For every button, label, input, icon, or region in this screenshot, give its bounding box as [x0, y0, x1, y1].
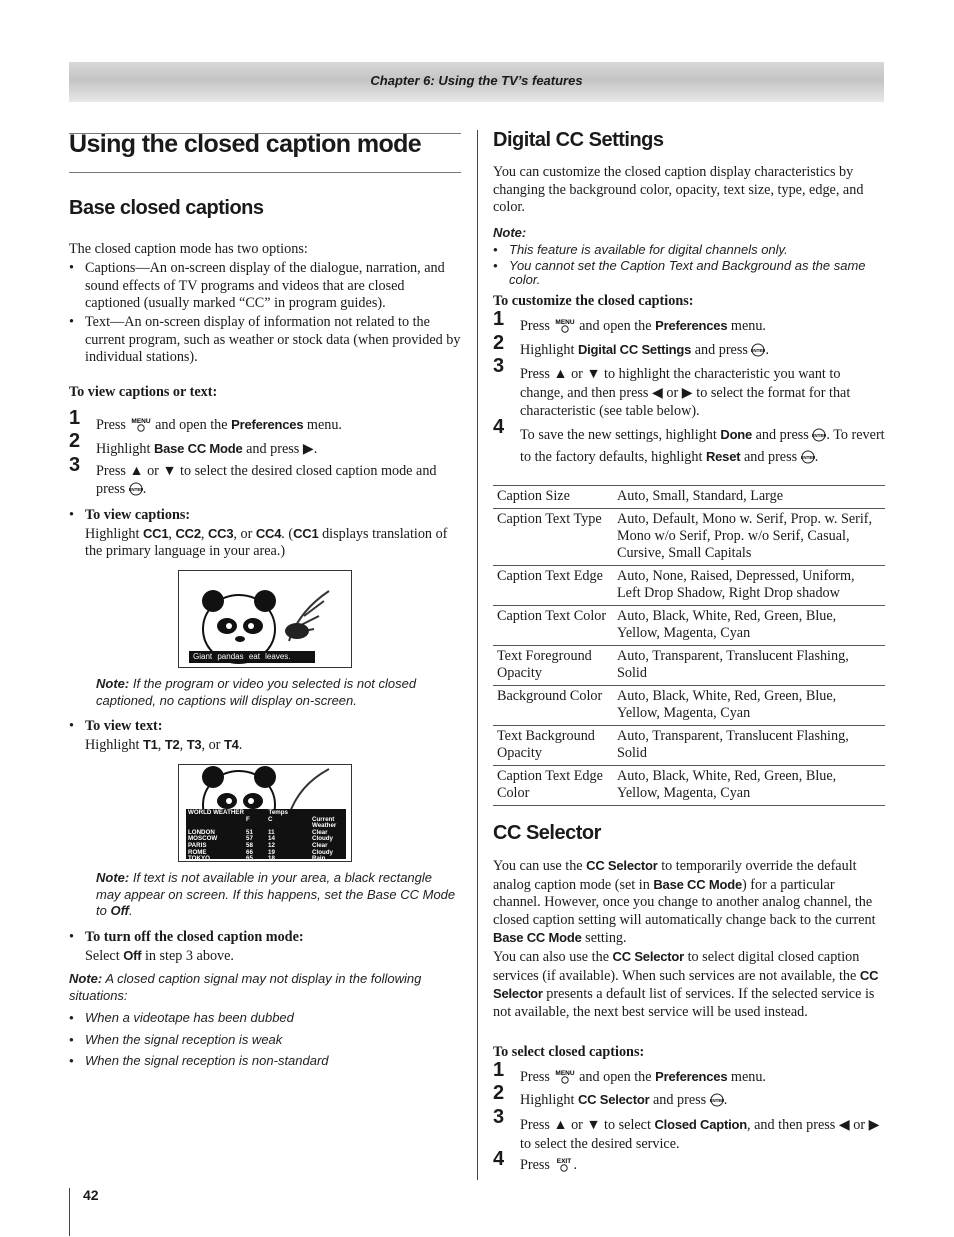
page-title: Using the closed caption mode — [69, 130, 422, 158]
setting-options: Auto, Small, Standard, Large — [613, 486, 885, 509]
table-row — [493, 509, 885, 566]
table-row — [493, 486, 885, 509]
cc-selector-paragraph-2: You can also use the CC Selector to select digital closed caption services (if available). When such services are not available, the CC Selector presents a default list of services. If the selected service is not available, the next best service will be used instead. — [493, 949, 879, 1020]
weather-cell: TOKYO — [188, 855, 210, 862]
digital-step-number-2: 2 — [493, 332, 505, 354]
table-row — [493, 766, 885, 806]
cc-step-4: Press EXIT . — [520, 1157, 886, 1178]
setting-options: Auto, Black, White, Red, Green, Blue, Yellow, Magenta, Cyan — [613, 686, 885, 726]
weather-table: WORLD WEATHER Temps F C Current Weather LONDON 51 11 Clear MOSCOW 57 14 Cloudy PARIS 58 12 Clear ROME 66 19 Cloudy TOKYO 65 18 Rain — [188, 810, 344, 862]
cc-settings-table — [493, 485, 885, 806]
digital-note-label: Note: — [493, 225, 527, 240]
caption-example-image — [178, 570, 352, 668]
intro-text: The closed caption mode has two options: — [69, 241, 308, 257]
digital-step-number-4: 4 — [493, 416, 505, 438]
digital-step-4: To save the new settings, highlight Done and press ENTER . To revert to the factory defaults, highlight Reset and press ENTER . — [520, 426, 886, 469]
step-number-3: 3 — [69, 454, 81, 476]
setting-options: Auto, None, Raised, Depressed, Uniform, Left Drop Shadow, Right Drop shadow — [613, 566, 885, 606]
weather-cell: LONDON — [188, 828, 215, 836]
note-2: Note: If text is not available in your area, a black rectangle may appear on screen. If this happens, set the Base CC Mode to Off. — [96, 870, 456, 918]
weather-cell: 14 — [268, 835, 275, 843]
table-row — [493, 686, 885, 726]
weather-cell: Clear — [312, 841, 328, 849]
step-2-text: Highlight Base CC Mode and press ▶. — [96, 441, 318, 457]
setting-name: Caption Size — [493, 486, 613, 509]
note-3-item-2: • When the signal reception is weak — [85, 1032, 282, 1049]
setting-name: Caption Text Edge Color — [493, 766, 613, 806]
setting-options: Auto, Black, White, Red, Green, Blue, Yellow, Magenta, Cyan — [613, 766, 885, 806]
weather-cell: PARIS — [188, 841, 207, 849]
setting-name: Text Background Opacity — [493, 726, 613, 766]
cc-step-number-2: 2 — [493, 1082, 505, 1104]
weather-title: WORLD WEATHER — [188, 809, 244, 816]
enter-button-icon — [812, 428, 826, 448]
exit-button-icon — [554, 1157, 574, 1178]
svg-text:MENU: MENU — [554, 1070, 575, 1077]
note-3-item-3: • When the signal reception is non-standard — [85, 1053, 329, 1070]
setting-name: Caption Text Type — [493, 509, 613, 566]
svg-text:ENTER: ENTER — [751, 348, 766, 353]
title-rule-bottom — [69, 172, 461, 173]
menu-button-icon — [554, 1069, 576, 1090]
weather-cell: MOSCOW — [188, 835, 218, 843]
chapter-header-bar — [69, 62, 884, 102]
cc-step-number-1: 1 — [493, 1059, 505, 1081]
menu-button-icon — [554, 318, 576, 339]
weather-cell: Rain — [312, 855, 326, 862]
digital-step-1: Press MENU and open the Preferences menu. — [520, 317, 886, 339]
weather-cell: 57 — [246, 835, 253, 843]
weather-temps: Temps — [268, 809, 288, 816]
digital-cc-settings-heading: Digital CC Settings — [493, 129, 664, 151]
digital-note-2: • You cannot set the Caption Text and Background as the same color. — [509, 259, 879, 287]
svg-text:MENU: MENU — [554, 319, 575, 326]
cc-step-2: Highlight CC Selector and press ENTER . — [520, 1091, 886, 1113]
chapter-title: Chapter 6: Using the TV’s features — [370, 73, 583, 88]
digital-note-1: • This feature is available for digital channels only. — [509, 242, 879, 259]
svg-text:ENTER: ENTER — [709, 1098, 724, 1103]
digital-step-number-1: 1 — [493, 308, 505, 330]
svg-text:ENTER: ENTER — [128, 486, 143, 492]
enter-button-icon — [129, 482, 143, 502]
table-row — [493, 606, 885, 646]
text-bullet: • Text—An on-screen display of information not related to the current program, such as weather or stock data (when provided by individual stations). — [85, 314, 461, 367]
step-number-1: 1 — [69, 407, 81, 429]
enter-button-icon — [710, 1093, 724, 1113]
base-closed-captions-heading: Base closed captions — [69, 197, 264, 219]
cc-step-1: Press MENU and open the Preferences menu. — [520, 1068, 886, 1090]
weather-cell: Cloudy — [312, 835, 333, 843]
setting-options: Auto, Default, Mono w. Serif, Prop. w. Serif, Mono w/o Serif, Prop. w/o Serif, Casual, Cursive, Small Capitals — [613, 509, 885, 566]
step-number-2: 2 — [69, 430, 81, 452]
digital-intro: You can customize the closed caption display characteristics by changing the background color, opacity, text size, type, edge, and color. — [493, 164, 864, 215]
cc-step-3: Press ▲ or ▼ to select Closed Caption, and then press ◀ or ▶ to select the desired service. — [520, 1117, 880, 1152]
weather-cell: 66 — [246, 848, 253, 856]
step-3-text: Press ▲ or ▼ to select the desired closed caption mode and press ENTER . — [96, 463, 462, 501]
cc-step-number-4: 4 — [493, 1148, 505, 1170]
table-row — [493, 726, 885, 766]
cc-selector-heading: CC Selector — [493, 822, 601, 844]
svg-text:MENU: MENU — [130, 418, 151, 425]
weather-cell: 51 — [246, 828, 253, 836]
enter-button-icon — [801, 450, 815, 470]
weather-cell: 19 — [268, 848, 275, 856]
setting-name: Caption Text Edge — [493, 566, 613, 606]
weather-cell: 12 — [268, 841, 275, 849]
menu-button-icon — [130, 417, 152, 438]
setting-options: Auto, Transparent, Translucent Flashing, Solid — [613, 646, 885, 686]
table-row — [493, 646, 885, 686]
note-3-item-1: • When a videotape has been dubbed — [85, 1010, 294, 1027]
select-captions-heading: To select closed captions: — [493, 1044, 645, 1060]
weather-cell: 65 — [246, 855, 253, 862]
view-text-item: • To view text: Highlight T1, T2, T3, or T4. — [85, 718, 461, 754]
turn-off-item: • To turn off the closed caption mode: Select Off in step 3 above. — [85, 929, 461, 965]
digital-step-3: Press ▲ or ▼ to highlight the characteristic you want to change, and then press ◀ or ▶ to select the format for that characteristic (see table below). — [520, 366, 851, 419]
digital-step-2: Highlight Digital CC Settings and press ENTER . — [520, 341, 886, 363]
weather-cell: Clear — [312, 828, 328, 836]
enter-button-icon — [751, 343, 765, 363]
setting-name: Background Color — [493, 686, 613, 726]
page-number-rule — [69, 1188, 70, 1236]
text-example-image — [178, 764, 352, 862]
step-1-text: Press MENU and open the Preferences menu. — [96, 416, 466, 438]
cc-step-number-3: 3 — [493, 1106, 505, 1128]
svg-text:ENTER: ENTER — [800, 454, 815, 460]
weather-cell: 58 — [246, 841, 253, 849]
table-row — [493, 566, 885, 606]
to-view-heading: To view captions or text: — [69, 384, 218, 400]
caption-overlay-text: Giant pandas eat leaves. — [193, 652, 291, 661]
captions-bullet: • Captions—An on-screen display of the dialogue, narration, and sound effects of TV programs and videos that are closed captioned (usually marked “CC” in program guides). — [85, 260, 461, 313]
column-divider — [477, 130, 478, 1180]
weather-cell: 11 — [268, 828, 275, 836]
note-3: Note: A closed caption signal may not display in the following situations: — [69, 971, 422, 1003]
page-number: 42 — [83, 1187, 99, 1203]
weather-row — [188, 856, 344, 862]
setting-name: Text Foreground Opacity — [493, 646, 613, 686]
note-1: Note: If the program or video you selected is not closed captioned, no captions will display on-screen. — [96, 676, 417, 708]
setting-options: Auto, Transparent, Translucent Flashing, Solid — [613, 726, 885, 766]
customize-heading: To customize the closed captions: — [493, 293, 694, 309]
view-captions-item: • To view captions: Highlight CC1, CC2, CC3, or CC4. (CC1 displays translation of the primary language in your area.) — [85, 507, 461, 561]
svg-text:ENTER: ENTER — [812, 433, 827, 438]
setting-name: Caption Text Color — [493, 606, 613, 646]
weather-cell: ROME — [188, 848, 207, 856]
setting-options: Auto, Black, White, Red, Green, Blue, Yellow, Magenta, Cyan — [613, 606, 885, 646]
weather-cell: Cloudy — [312, 848, 333, 856]
svg-text:EXIT: EXIT — [556, 1158, 571, 1165]
weather-cell: 18 — [268, 855, 275, 862]
cc-selector-paragraph-1: You can use the CC Selector to temporarily override the default analog caption mode (set in Base CC Mode) for a particular channel. However, once you change to another analog channel, the closed caption setting will automatically change back to the current Base CC Mode setting. — [493, 858, 876, 946]
digital-step-number-3: 3 — [493, 355, 505, 377]
